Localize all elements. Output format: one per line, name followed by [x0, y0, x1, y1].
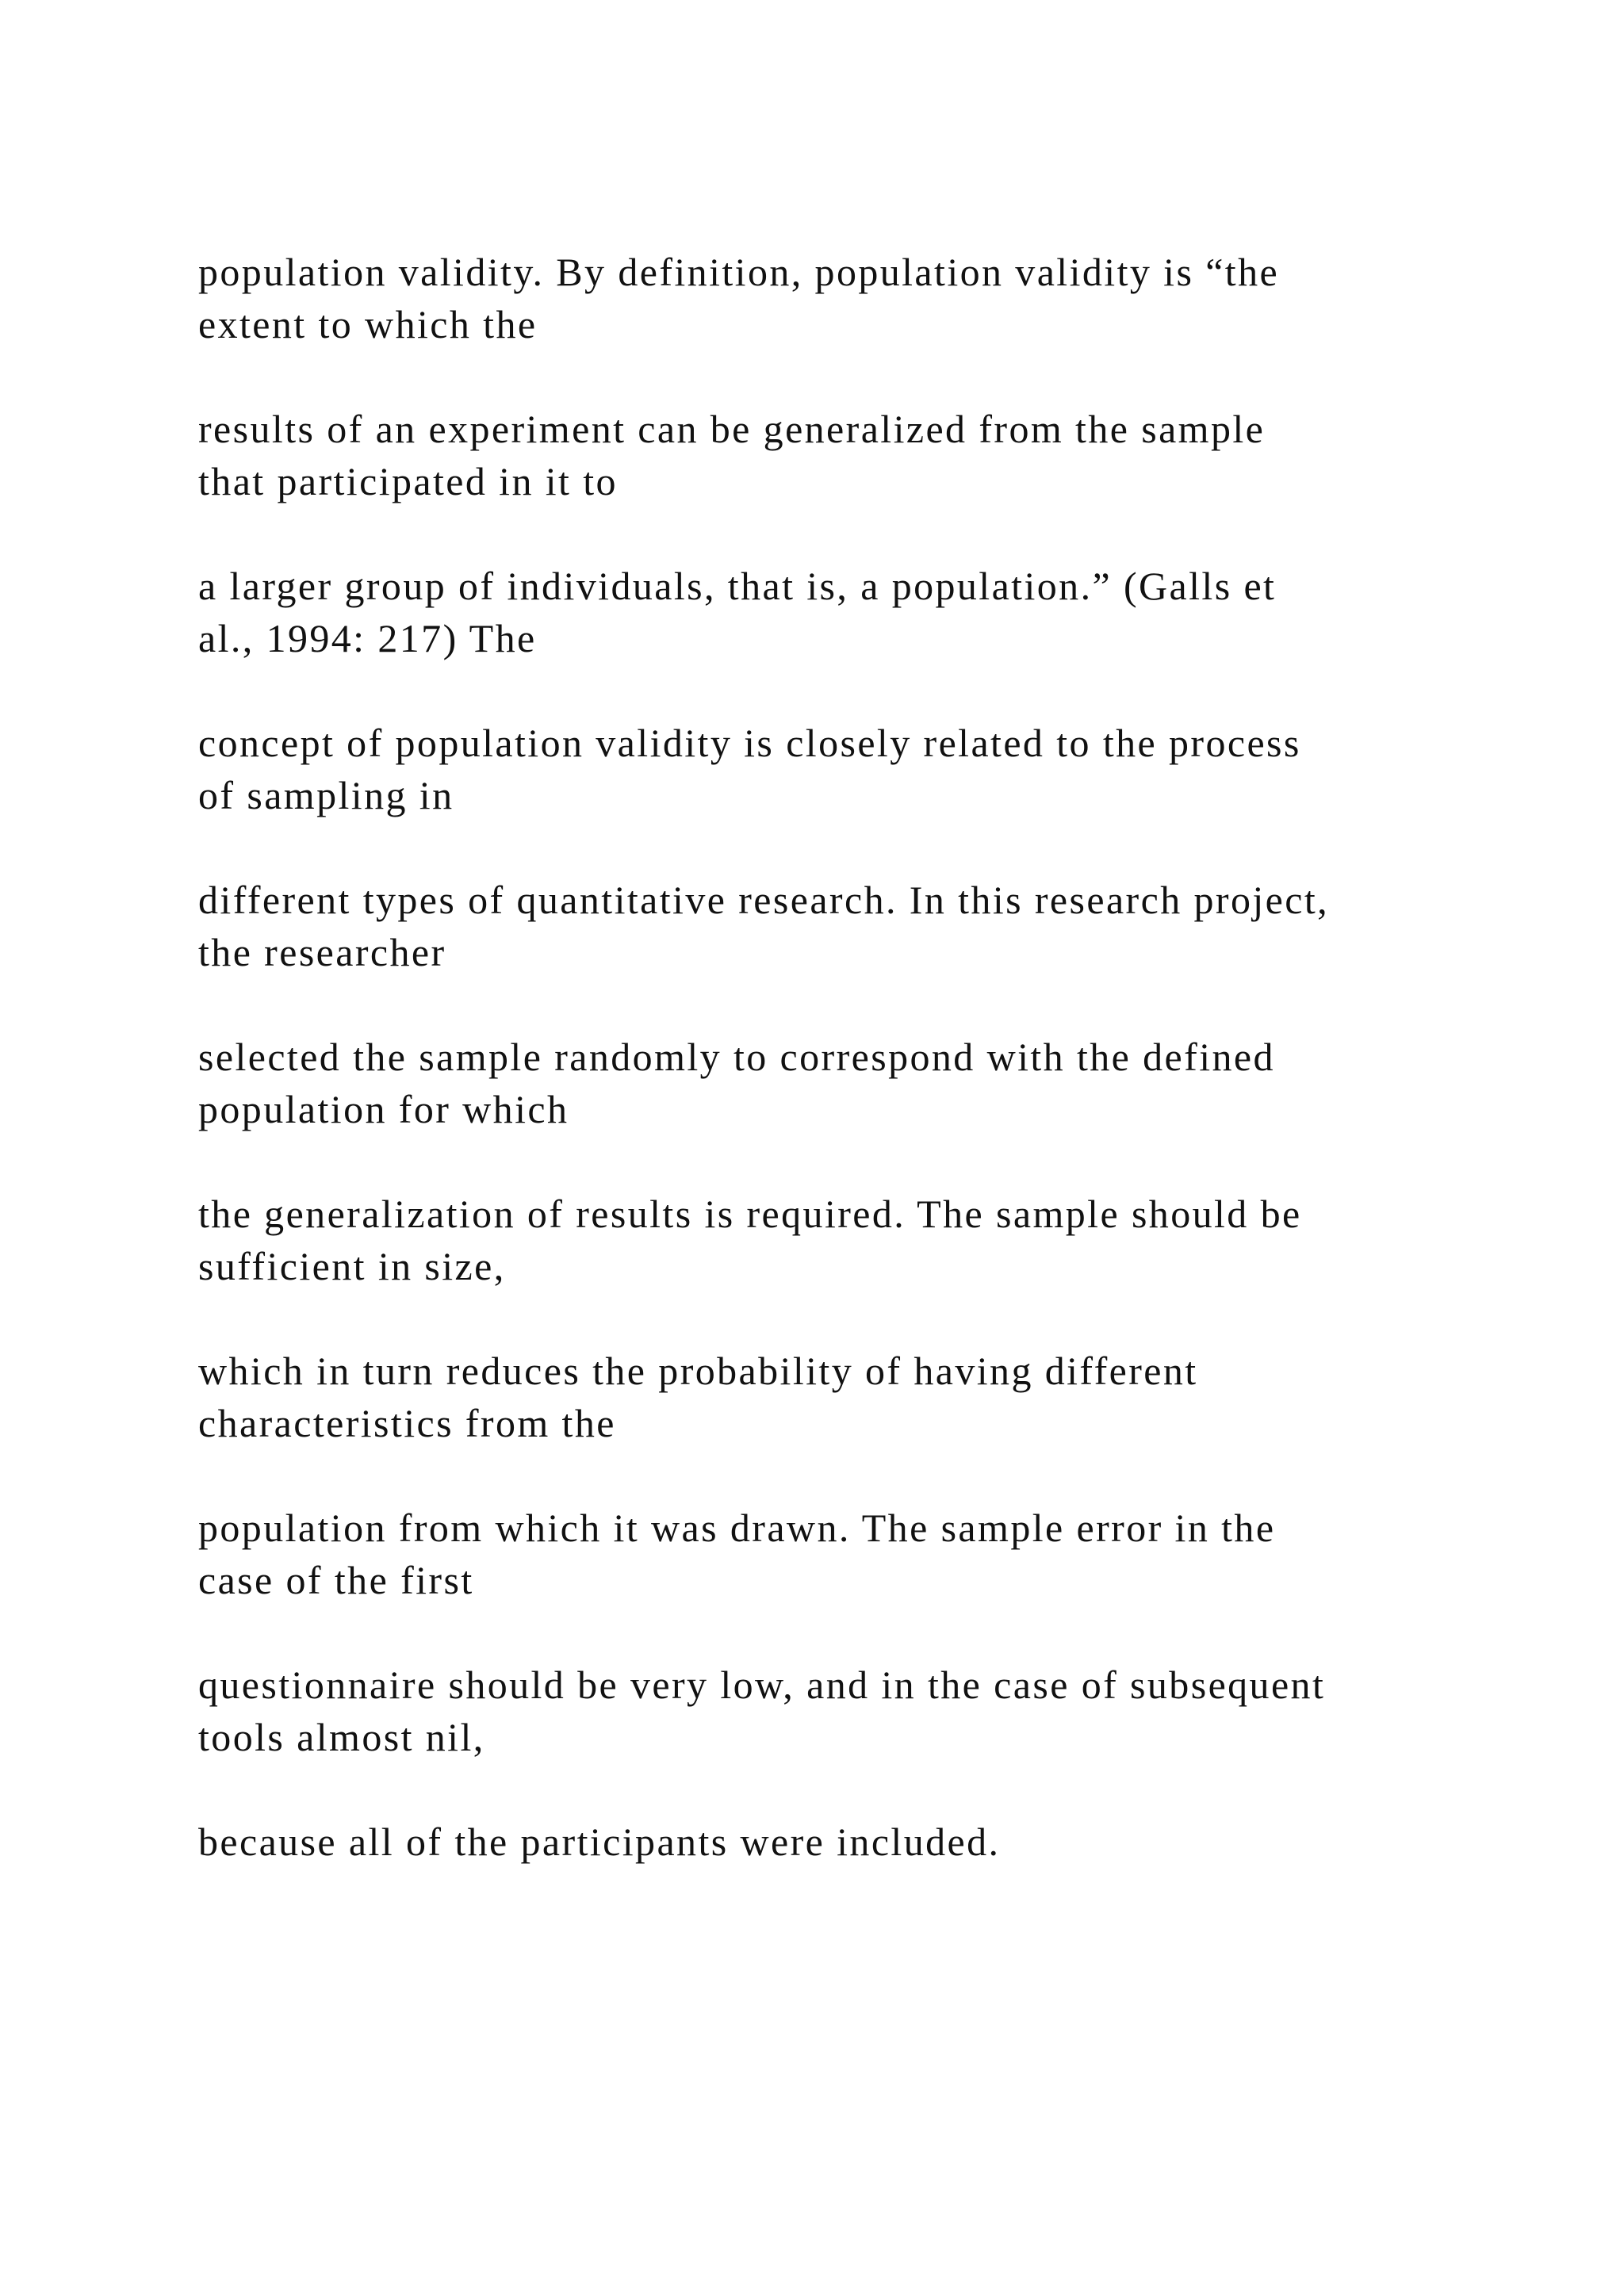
text-line: sufficient in size, [198, 1244, 506, 1288]
text-line: because all of the participants were included. [198, 1820, 1001, 1864]
text-line: al., 1994: 217) The [198, 616, 537, 660]
paragraph [198, 1031, 1499, 1135]
text-line: tools almost nil, [198, 1715, 485, 1759]
text-line: selected the sample randomly to correspond with the defined [198, 1035, 1275, 1079]
text-line: characteristics from the [198, 1401, 616, 1445]
paragraph [198, 403, 1499, 507]
text-line: a larger group of individuals, that is, a population.” (Galls et [198, 564, 1277, 608]
text-line: population validity. By definition, population validity is “the [198, 250, 1280, 294]
text-line: questionnaire should be very low, and in the case of subsequent [198, 1663, 1326, 1707]
paragraph [198, 1188, 1499, 1292]
text-line: population from which it was drawn. The sample error in the [198, 1506, 1276, 1550]
text-line: which in turn reduces the probability of having different [198, 1349, 1198, 1393]
text-line: of sampling in [198, 773, 454, 817]
text-line: extent to which the [198, 302, 538, 346]
text-line: results of an experiment can be generalized from the sample [198, 407, 1266, 451]
text-line: different types of quantitative research. In this research project, [198, 878, 1330, 922]
text-line: concept of population validity is closely related to the process [198, 721, 1301, 765]
document-body [198, 246, 1499, 1920]
text-line: population for which [198, 1087, 569, 1131]
paragraph [198, 1816, 1499, 1868]
paragraph [198, 560, 1499, 664]
paragraph [198, 1502, 1499, 1606]
text-line: that participated in it to [198, 459, 618, 503]
paragraph [198, 1345, 1499, 1449]
text-line: case of the first [198, 1558, 474, 1602]
text-line: the researcher [198, 930, 446, 974]
paragraph [198, 874, 1499, 978]
paragraph [198, 717, 1499, 821]
paragraph [198, 246, 1499, 350]
text-line: the generalization of results is required. The sample should be [198, 1192, 1302, 1236]
paragraph [198, 1659, 1499, 1763]
